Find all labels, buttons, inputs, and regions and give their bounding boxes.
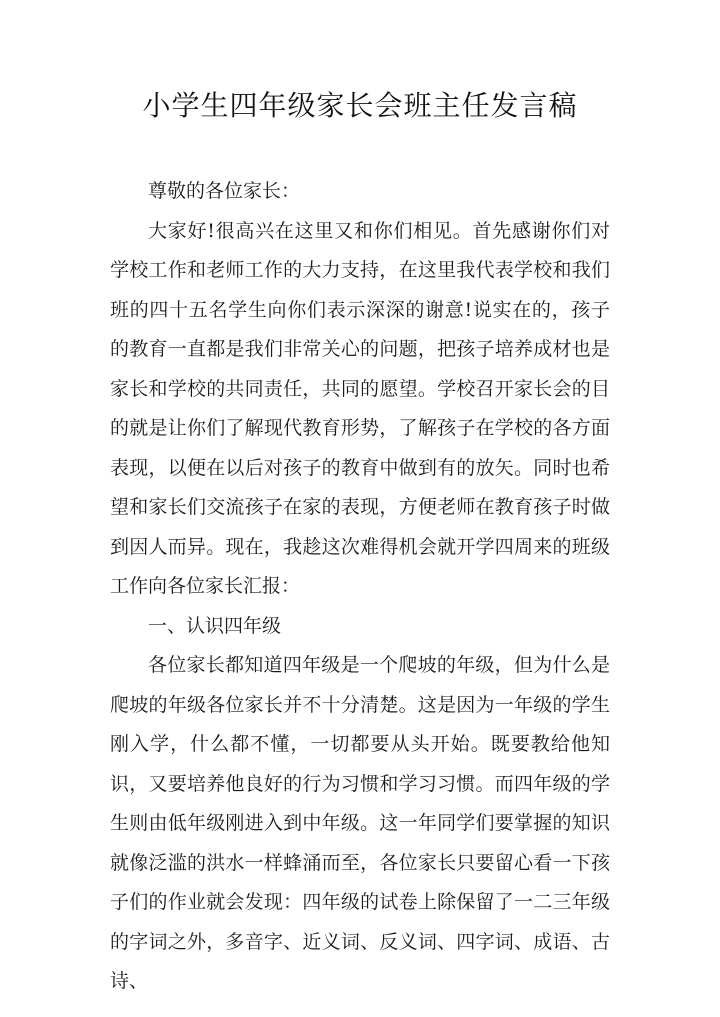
intro-paragraph: 大家好!很高兴在这里又和你们相见。首先感谢你们对学校工作和老师工作的大力支持，在这里我代表学校和我们班的四十五名学生向你们表示深深的谢意!说实在的，孩子的教育一直都是我们非常关心的问题，把孩子培养成材也是家长和学校的共同责任，共同的愿望。学校召开家长会的目的就是让你们了解现代教育形势，了解孩子在学校的各方面表现，以便在以后对孩子的教育中做到有的放矢。同时也希望和家长们交流孩子在家的表现，方便老师在教育孩子时做到因人而异。现在，我趁这次难得机会就开学四周来的班级工作向各位家长汇报： [110, 219, 610, 597]
document-body [110, 172, 610, 1002]
body-paragraph: 各位家长都知道四年级是一个爬坡的年级，但为什么是爬坡的年级各位家长并不十分清楚。这是因为一年级的学生刚入学，什么都不懂，一切都要从头开始。既要教给他知识，又要培养他良好的行为习惯和学习习惯。而四年级的学生则由低年级刚进入到中年级。这一年同学们要掌握的知识就像泛滥的洪水一样蜂涌而至，各位家长只要留心看一下孩子们的作业就会发现：四年级的试卷上除保留了一二三年级的字词之外，多音字、近义词、反义词、四字词、成语、古诗、 [110, 654, 610, 992]
document-title: 小学生四年级家长会班主任发言稿 [142, 89, 578, 122]
greeting-paragraph: 尊敬的各位家长： [148, 180, 301, 202]
section-heading: 一、认识四年级 [148, 614, 282, 637]
